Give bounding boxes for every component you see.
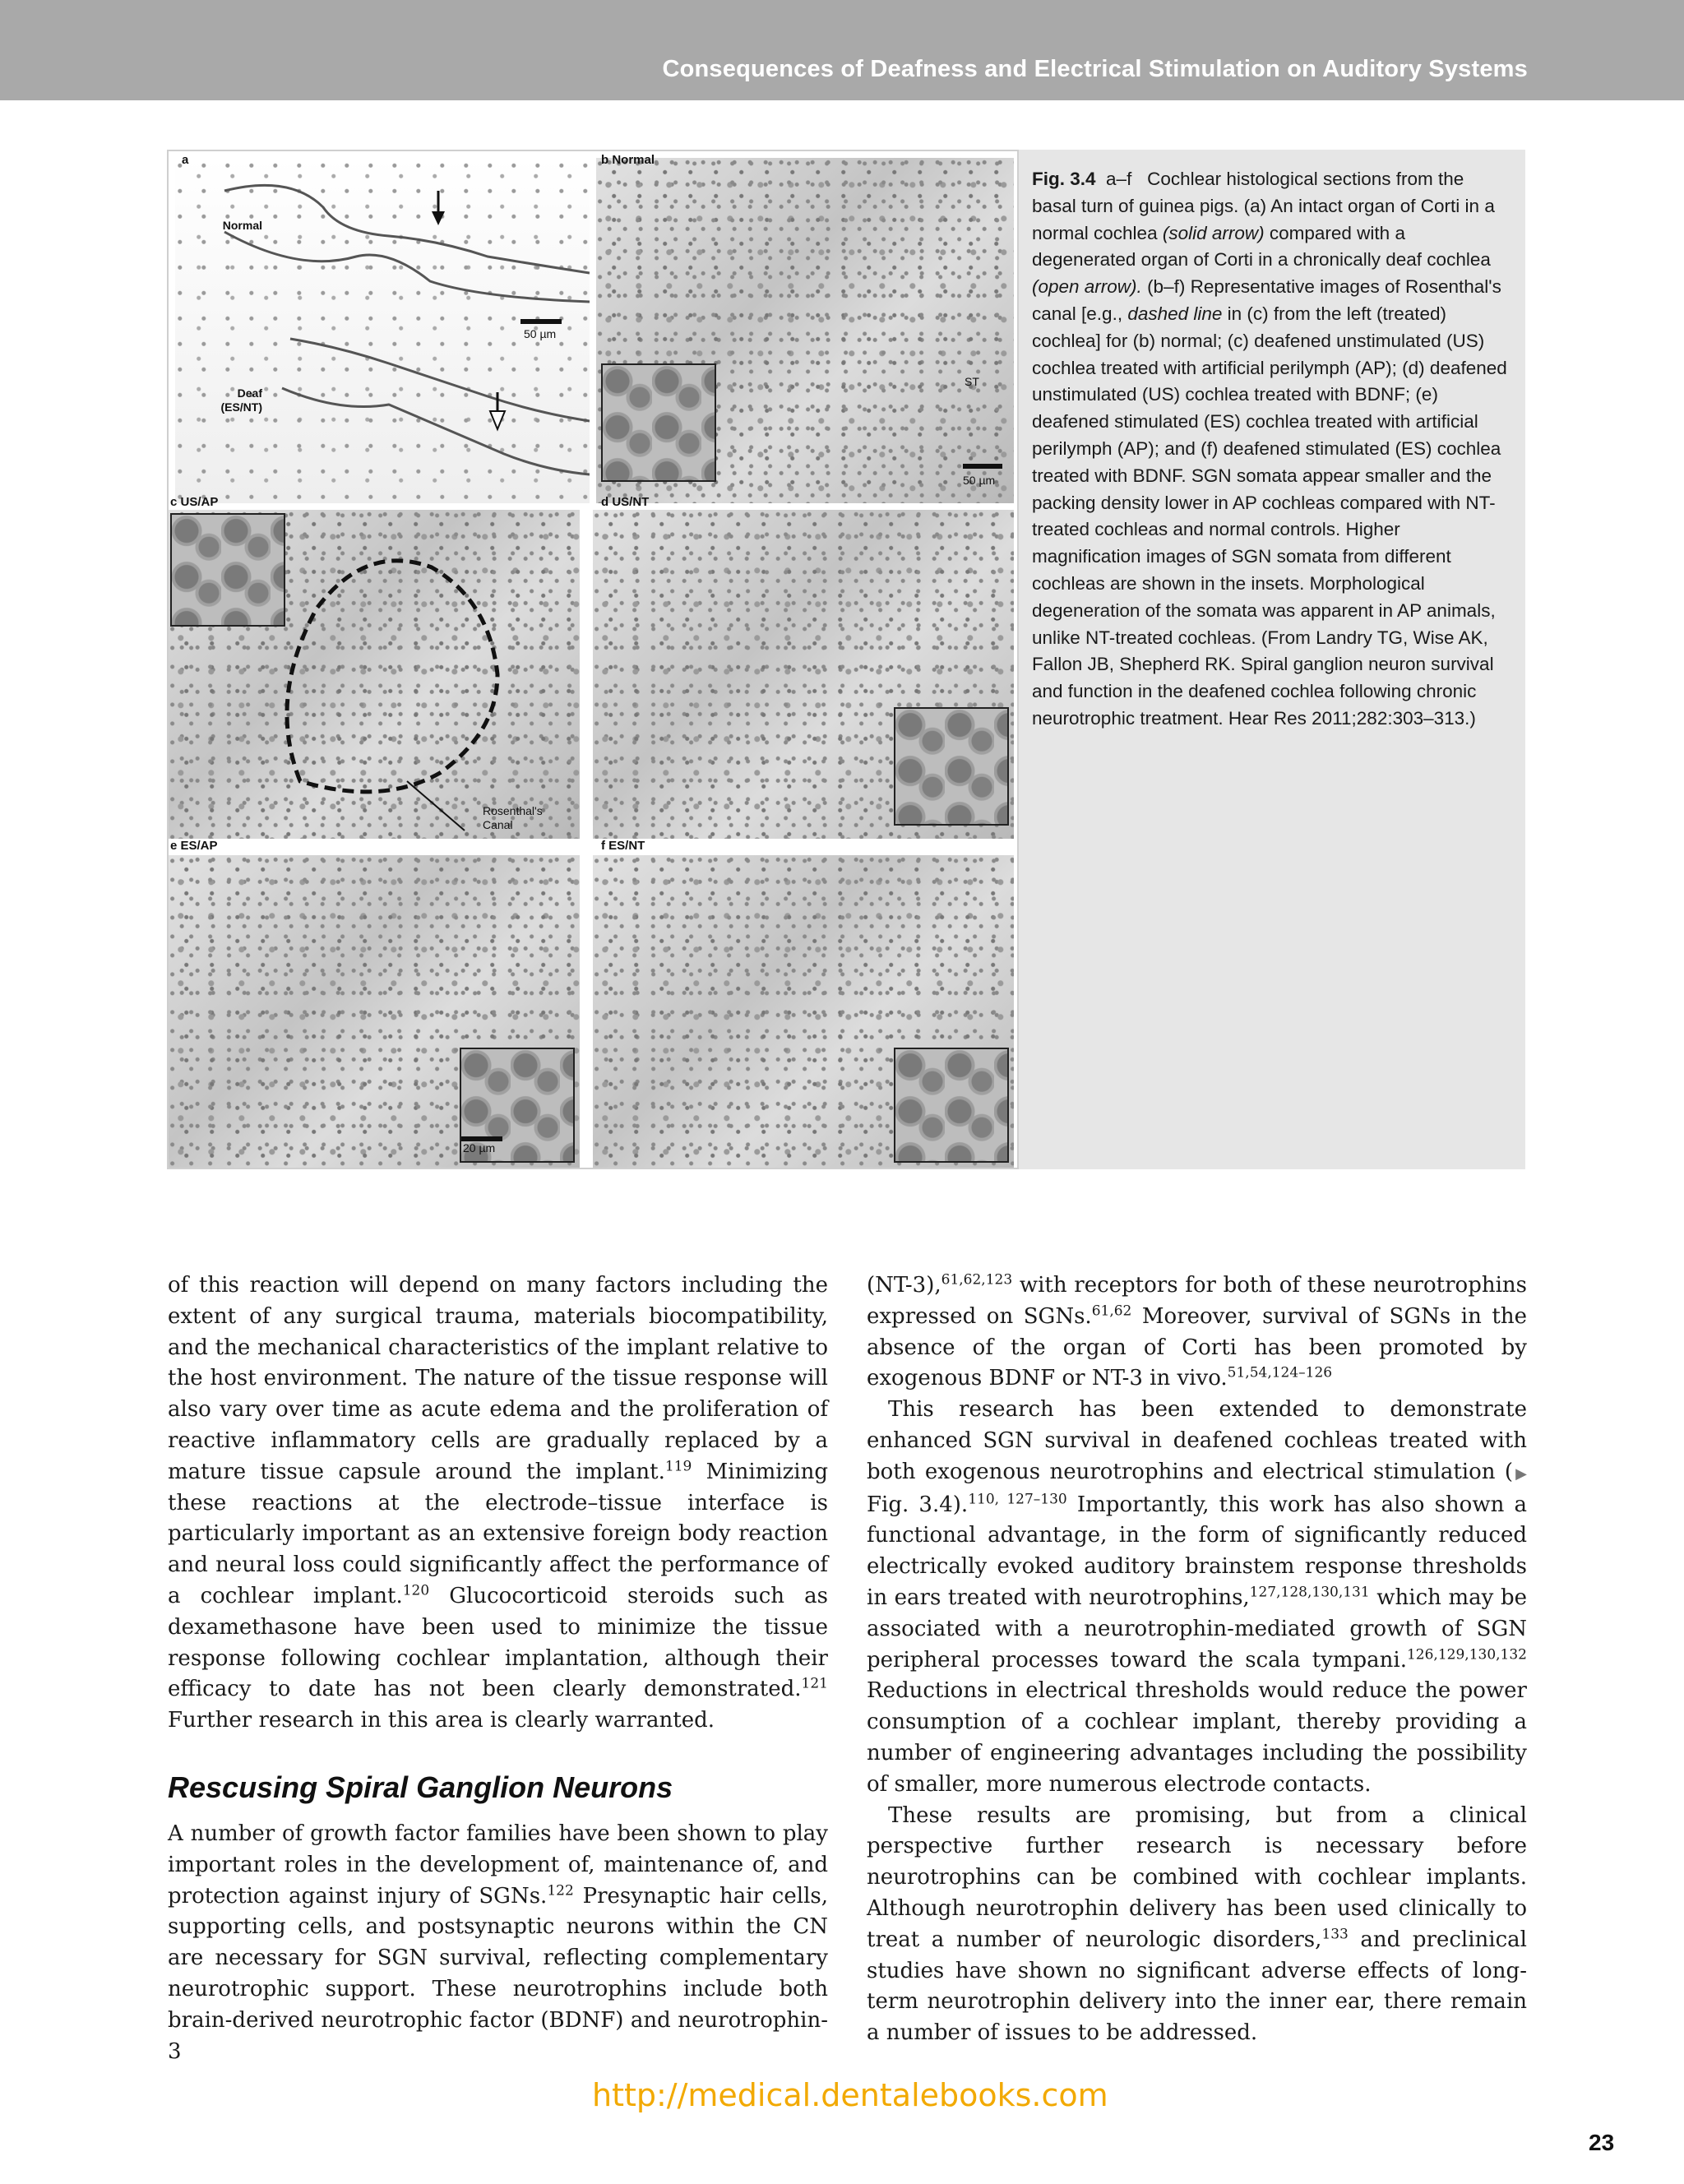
citation-ref: 120 (402, 1582, 430, 1599)
text-run: and preclinical studies have shown no significant adverse effects of long-term neurotrophin delivery into the inner ear, there remain a number of issues to be addressed. (867, 1927, 1527, 2046)
right-paragraph-2 (867, 1395, 1527, 1800)
scale-label-b: 50 µm (963, 474, 996, 487)
caption-panels: a–f (1106, 169, 1132, 189)
panel-label-c: c US/AP (170, 495, 219, 509)
citation-ref: 61,62 (1091, 1303, 1132, 1320)
panel-f-inset (894, 1048, 1009, 1163)
watermark-link[interactable]: http://medical.dentalebooks.com (592, 2077, 1108, 2113)
caption-text-1: Cochlear histological sections from the basal turn of guinea pigs. (a) An intact organ of Corti in a normal cochlea (1032, 169, 1495, 243)
text-run: This research has been extended to demonstrate enhanced SGN survival in deafened cochleas treated with both exogenous neurotrophins and electrical stimulation ( (867, 1397, 1527, 1484)
text-run: Further research in this area is clearly warranted. (168, 1708, 715, 1733)
running-header-title: Consequences of Deafness and Electrical Stimulation on Auditory Systems (662, 56, 1528, 82)
panel-b-inset (601, 363, 716, 482)
citation-ref: 121 (801, 1675, 828, 1692)
citation-ref: 126,129,130,132 (1406, 1645, 1527, 1663)
panel-label-b: b Normal (601, 153, 655, 167)
text-run: Glucocorticoid steroids such as dexamethasone have been used to minimize the tissue response following cochlear implantation, although their efficacy to date has not been clearly demonstrated. (168, 1583, 828, 1702)
panel-label-f: f ES/NT (601, 839, 645, 853)
caption-text-3: (b–f) Representative images of Rosenthal's canal [e.g., (1032, 276, 1501, 324)
st-label: ST (965, 375, 979, 388)
caption-dashed-line: dashed line (1127, 303, 1223, 324)
scale-bar-a (520, 319, 562, 324)
right-paragraph-3 (867, 1801, 1527, 2049)
figure-3-4 (167, 150, 1019, 1169)
text-run: Importantly, this work has also shown a functional advantage, in the form of significantly reduced electrically evoked auditory brainstem response thresholds in ears treated with neurotrophins, (867, 1492, 1527, 1610)
citation-ref: 51,54,124–126 (1227, 1364, 1333, 1381)
text-run: Minimizing these reactions at the electrode–tissue interface is particularly important as an extensive foreign body reaction and neural loss could significantly affect the performance of a cochlear implant. (168, 1459, 829, 1608)
caption-text-2: compared with a degenerated organ of Corti in a chronically deaf cochlea (1032, 222, 1491, 271)
right-column (867, 1270, 1527, 2049)
panel-label-e: e ES/AP (170, 839, 218, 853)
section-heading: Rescusing Spiral Ganglion Neurons (168, 1770, 673, 1804)
rosenthal-canal-label: Rosenthal's Canal (483, 804, 543, 831)
panel-c-inset (170, 513, 285, 627)
citation-ref: 61,62,123 (941, 1271, 1013, 1289)
panel-a-deaf-label: Deaf (ES/NT) (220, 386, 262, 414)
panel-a-normal-label: Normal (222, 219, 262, 232)
right-paragraph-1 (867, 1270, 1527, 1395)
figure-link[interactable]: Fig. 3.4). (867, 1492, 969, 1517)
citation-ref: 122 (547, 1881, 574, 1899)
text-run: with receptors for both of these neurotrophins expressed on SGNs. (867, 1273, 1527, 1329)
citation-ref: 127,128,130,131 (1249, 1584, 1370, 1601)
figure-link-arrow-icon[interactable]: ▶ (1513, 1464, 1527, 1483)
open-arrow-icon (490, 411, 505, 429)
scale-bar-b (963, 464, 1002, 469)
running-header-band (0, 0, 1684, 100)
text-run: Reductions in electrical thresholds would reduce the power consumption of a cochlear implant, thereby providing a number of engineering advantages including the possibility of smaller, more numerous electrode contacts. (867, 1678, 1527, 1797)
scale-label-a: 50 µm (524, 327, 557, 340)
panel-label-d: d US/NT (601, 495, 650, 509)
text-run: Moreover, survival of SGNs in the absence of the organ of Corti has been promoted by exogenous BDNF or NT-3 in vivo. (867, 1303, 1527, 1391)
text-run: These results are promising, but from a clinical perspective further research is necessary before neurotrophins can be combined with cochlear implants. Although neurotrophin delivery has been used clinically to treat a number of neurologic disorders, (867, 1802, 1527, 1952)
caption-text-4: in (c) from the left (treated) cochlea] for (b) normal; (c) deafened unstimulated (US) cochlea treated with artificial perilymph (AP); (d) deafened unstimulated (US) cochlea treated with BDNF; (e) deafened stimulated (ES) cochlea treated with artificial perilymph (AP); and (f) deafened stimulated (ES) cochlea treated with BDNF. SGN somata appear smaller and the packing density lower in AP cochleas compared with NT-treated cochleas and normal controls. Higher magnification images of SGN somata from different cochleas are shown in the insets. Morphological degeneration of the somata was apparent in AP animals, unlike NT-treated cochleas. (From Landry TG, Wise AK, Fallon JB, Shepherd RK. Spiral ganglion neuron survival and function in the deafened cochlea following chronic neurotrophic treatment. Hear Res 2011;282:303–313.) (1032, 303, 1507, 729)
page-number: 23 (1589, 2130, 1615, 2155)
left-column (168, 1270, 828, 2067)
left-paragraph-1 (168, 1270, 828, 1737)
scale-label-e: 20 µm (463, 1141, 496, 1154)
text-run: of this reaction will depend on many factors including the extent of any surgical trauma, materials biocompatibility, and the mechanical characteristics of the implant relative to the host environment. The nature of the tissue response will also vary over time as acute edema and the proliferation of reactive inflammatory cells are gradually replaced by a mature tissue capsule around the implant. (168, 1273, 828, 1484)
solid-arrow-icon (432, 211, 445, 225)
caption-label: Fig. 3.4 (1032, 169, 1096, 189)
text-run: Presynaptic hair cells, supporting cells, and postsynaptic neurons within the CN are necessary for SGN survival, reflecting complementary neurotrophic support. These neurotrophins include both brain-derived neurotrophic factor (BDNF) and neurotrophin-3 (168, 1883, 828, 2064)
text-run: which may be associated with a neurotrophin-mediated growth of SGN peripheral processes toward the scala tympani. (867, 1585, 1527, 1673)
citation-ref: 119 (664, 1458, 692, 1475)
caption-open-arrow: (open arrow). (1032, 276, 1142, 298)
citation-ref: 110, 127–130 (968, 1490, 1067, 1507)
citation-ref: 133 (1321, 1926, 1349, 1943)
text-run: (NT-3), (867, 1273, 941, 1298)
panel-d-inset (894, 707, 1009, 826)
left-paragraph-2 (168, 1819, 828, 2067)
figure-caption (1032, 166, 1512, 733)
text-run: A number of growth factor families have been shown to play important roles in the development of, maintenance of, and protection against injury of SGNs. (168, 1821, 828, 1909)
panel-label-a: a (182, 153, 189, 167)
figure-caption-box (1019, 150, 1525, 1169)
panel-a-image (175, 158, 590, 503)
caption-solid-arrow: (solid arrow) (1162, 222, 1265, 243)
